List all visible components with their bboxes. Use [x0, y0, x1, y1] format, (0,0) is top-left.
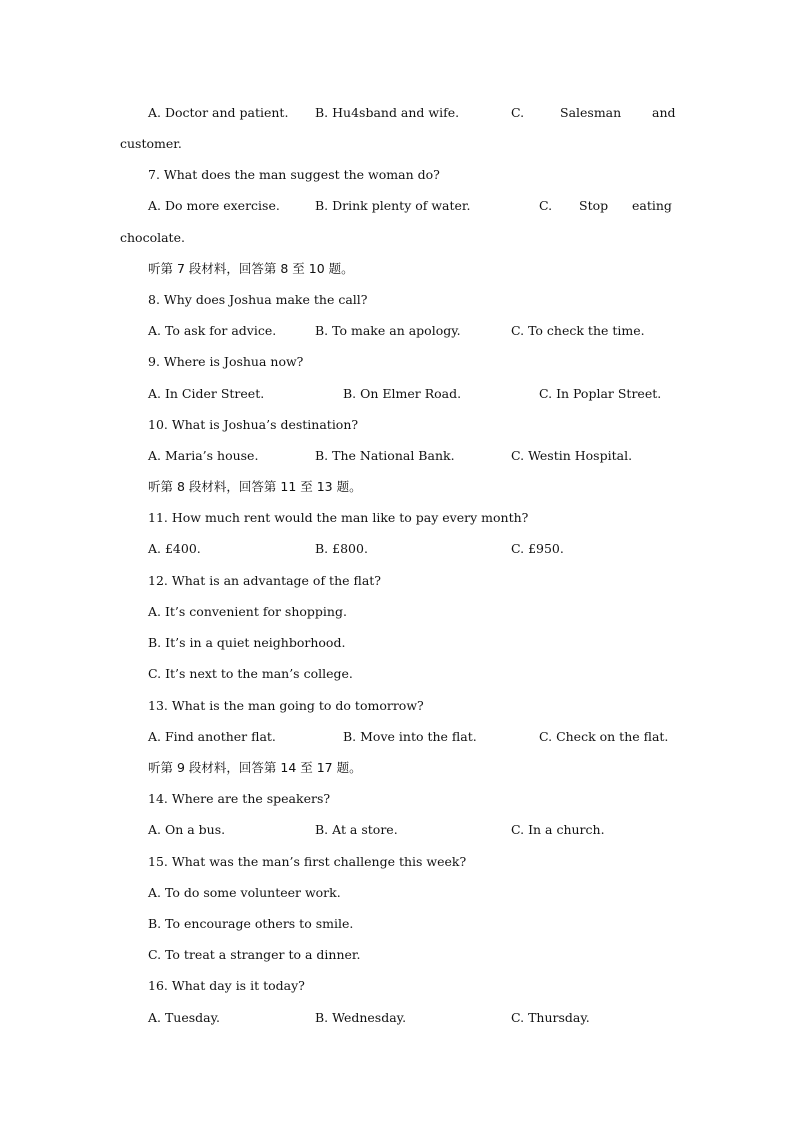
- q14-question-line: [0, 788, 794, 810]
- q7-option-c-word2: eating: [632, 198, 672, 213]
- q12-option-b: B. It’s in a quiet neighborhood.: [148, 635, 346, 650]
- q16-question-line: [0, 975, 794, 997]
- q16-option-c: C. Thursday.: [511, 1010, 590, 1025]
- q6-option-c-continuation: customer.: [120, 136, 182, 151]
- q8-question: 8. Why does Joshua make the call?: [148, 292, 368, 307]
- q13-option-a: A. Find another flat.: [148, 729, 276, 744]
- q12-question: 12. What is an advantage of the flat?: [148, 573, 382, 588]
- section-9-instruction-line: [0, 757, 794, 779]
- q16-question: 16. What day is it today?: [148, 978, 305, 993]
- q15-option-b-line: [0, 913, 794, 935]
- q9-option-a: A. In Cider Street.: [148, 386, 265, 401]
- q7-option-c-continuation-line: [0, 227, 794, 249]
- q11-option-a: A. £400.: [148, 541, 201, 556]
- q6-option-c-continuation-line: [0, 133, 794, 155]
- section-8-instruction-line: [0, 476, 794, 498]
- q10-option-a: A. Maria’s house.: [148, 448, 259, 463]
- q8-option-b: B. To make an apology.: [315, 323, 461, 338]
- q6-options-line: [0, 102, 794, 124]
- q13-options-line: [0, 726, 794, 748]
- q11-question: 11. How much rent would the man like to pay every month?: [148, 510, 529, 525]
- q8-option-a: A. To ask for advice.: [148, 323, 277, 338]
- q14-option-c: C. In a church.: [511, 822, 605, 837]
- q11-option-b: B. £800.: [315, 541, 368, 556]
- q9-question-line: [0, 351, 794, 373]
- q8-option-c: C. To check the time.: [511, 323, 645, 338]
- q12-option-c-line: [0, 663, 794, 685]
- q15-option-b: B. To encourage others to smile.: [148, 916, 354, 931]
- q13-question: 13. What is the man going to do tomorrow?: [148, 698, 424, 713]
- q15-question: 15. What was the man’s first challenge this week?: [148, 854, 467, 869]
- q10-option-c: C. Westin Hospital.: [511, 448, 633, 463]
- q6-option-c-word2: and: [652, 105, 676, 120]
- q7-question: 7. What does the man suggest the woman do?: [148, 167, 440, 182]
- q7-option-a: A. Do more exercise.: [148, 198, 280, 213]
- q16-option-a: A. Tuesday.: [148, 1010, 221, 1025]
- q15-option-a: A. To do some volunteer work.: [148, 885, 341, 900]
- section-9-instruction: 听第 9 段材料，回答第 14 至 17 题。: [148, 760, 362, 775]
- q12-option-b-line: [0, 632, 794, 654]
- q7-option-c-word1: Stop: [579, 198, 609, 213]
- q6-option-a: A. Doctor and patient.: [148, 105, 289, 120]
- q7-option-c-label: C.: [539, 198, 553, 213]
- q10-question-line: [0, 414, 794, 436]
- q8-question-line: [0, 289, 794, 311]
- q15-question-line: [0, 851, 794, 873]
- q11-question-line: [0, 507, 794, 529]
- q6-option-b: B. Hu4sband and wife.: [315, 105, 460, 120]
- q9-option-b: B. On Elmer Road.: [343, 386, 462, 401]
- q14-option-a: A. On a bus.: [148, 822, 226, 837]
- q13-option-c: C. Check on the flat.: [539, 729, 669, 744]
- q9-question: 9. Where is Joshua now?: [148, 354, 304, 369]
- q12-option-a: A. It’s convenient for shopping.: [148, 604, 347, 619]
- q12-option-c: C. It’s next to the man’s college.: [148, 666, 353, 681]
- q11-options-line: [0, 538, 794, 560]
- q8-options-line: [0, 320, 794, 342]
- q9-option-c: C. In Poplar Street.: [539, 386, 662, 401]
- section-7-instruction-line: [0, 258, 794, 280]
- q6-option-c-word1: Salesman: [560, 105, 622, 120]
- q10-question: 10. What is Joshua’s destination?: [148, 417, 359, 432]
- q6-option-c-label: C.: [511, 105, 525, 120]
- q15-option-c: C. To treat a stranger to a dinner.: [148, 947, 361, 962]
- q16-option-b: B. Wednesday.: [315, 1010, 407, 1025]
- section-7-instruction: 听第 7 段材料，回答第 8 至 10 题。: [148, 261, 354, 276]
- q16-options-line: [0, 1007, 794, 1029]
- q11-option-c: C. £950.: [511, 541, 564, 556]
- q7-options-line: [0, 195, 794, 217]
- q15-option-a-line: [0, 882, 794, 904]
- q12-question-line: [0, 570, 794, 592]
- q15-option-c-line: [0, 944, 794, 966]
- q13-option-b: B. Move into the flat.: [343, 729, 477, 744]
- q13-question-line: [0, 695, 794, 717]
- q7-option-c-continuation: chocolate.: [120, 230, 185, 245]
- q10-options-line: [0, 445, 794, 467]
- q9-options-line: [0, 383, 794, 405]
- q10-option-b: B. The National Bank.: [315, 448, 455, 463]
- q14-option-b: B. At a store.: [315, 822, 398, 837]
- q14-options-line: [0, 819, 794, 841]
- q14-question: 14. Where are the speakers?: [148, 791, 331, 806]
- q7-question-line: [0, 164, 794, 186]
- section-8-instruction: 听第 8 段材料，回答第 11 至 13 题。: [148, 479, 362, 494]
- q7-option-b: B. Drink plenty of water.: [315, 198, 471, 213]
- q12-option-a-line: [0, 601, 794, 623]
